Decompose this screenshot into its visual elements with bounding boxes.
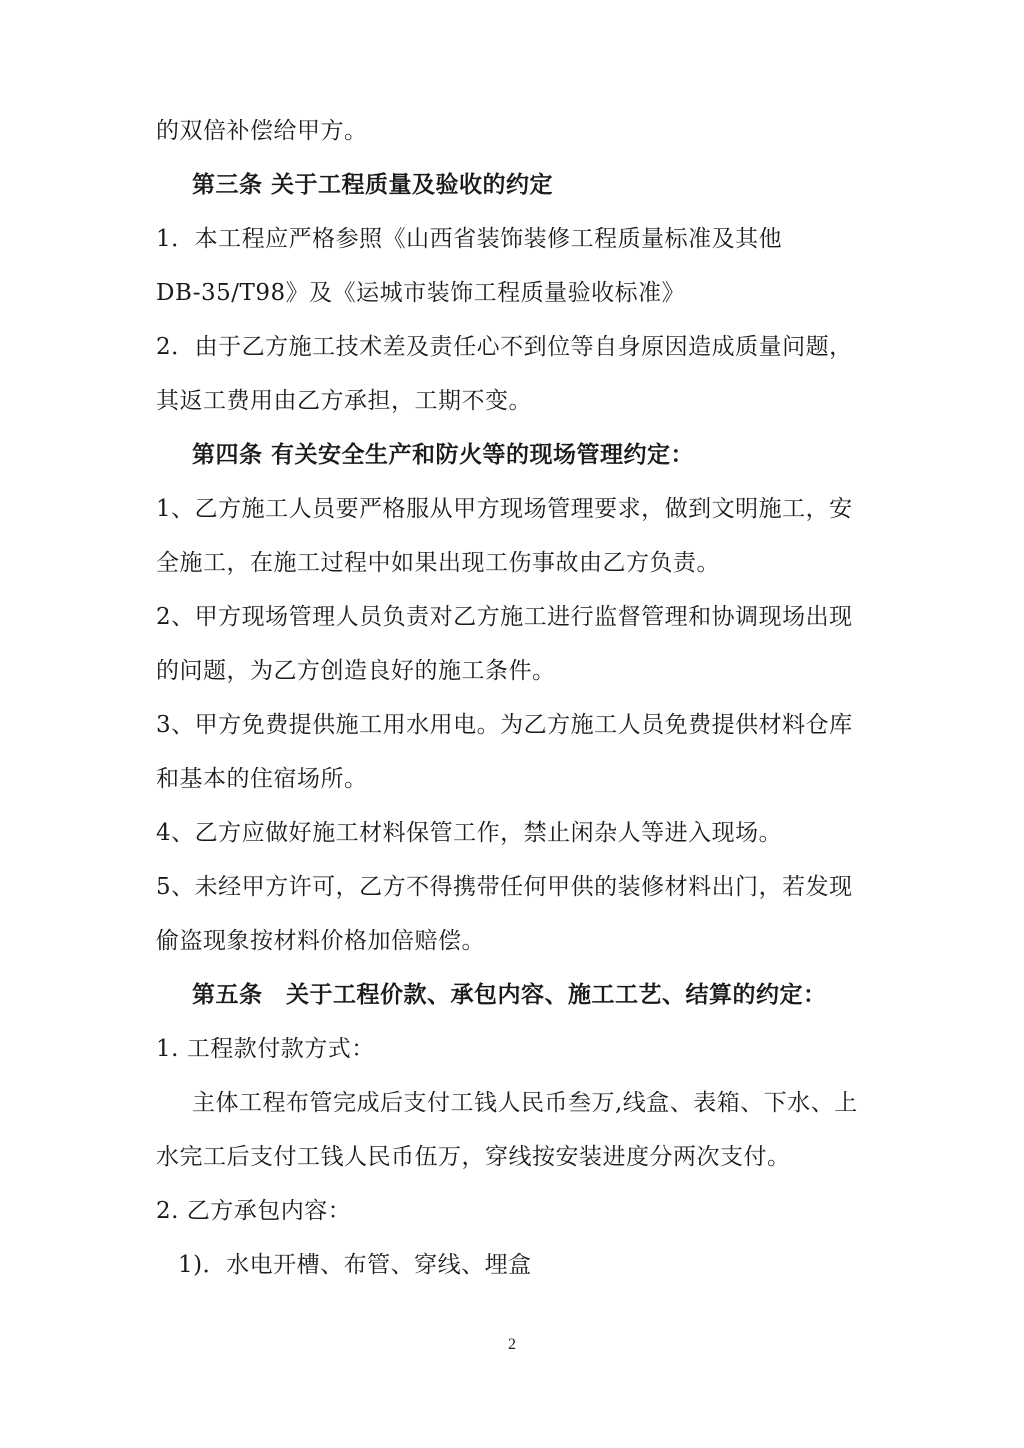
section-heading-3: 第三条 关于工程质量及验收的约定 xyxy=(192,172,554,198)
text-line: 5、未经甲方许可，乙方不得携带任何甲供的装修材料出门，若发现 xyxy=(156,874,853,900)
text-line: 1)．水电开槽、布管、穿线、埋盒 xyxy=(178,1252,532,1278)
text-line: 1. 工程款付款方式： xyxy=(156,1036,375,1062)
text-line: 全施工，在施工过程中如果出现工伤事故由乙方负责。 xyxy=(156,550,720,576)
text-line: 2、甲方现场管理人员负责对乙方施工进行监督管理和协调现场出现 xyxy=(156,604,853,630)
text-line: 2. 乙方承包内容： xyxy=(156,1198,352,1224)
text-line: 4、乙方应做好施工材料保管工作，禁止闲杂人等进入现场。 xyxy=(156,820,783,846)
text-line: 3、甲方免费提供施工用水用电。为乙方施工人员免费提供材料仓库 xyxy=(156,712,853,738)
section-heading-5: 第五条 关于工程价款、承包内容、施工工艺、结算的约定： xyxy=(192,982,827,1008)
text-line: 主体工程布管完成后支付工钱人民币叁万,线盒、表箱、下水、上 xyxy=(192,1090,858,1116)
text-line: 1．本工程应严格参照《山西省装饰装修工程质量标准及其他 xyxy=(156,226,783,252)
text-line: 2．由于乙方施工技术差及责任心不到位等自身原因造成质量问题， xyxy=(156,334,853,360)
text-line: 偷盗现象按材料价格加倍赔偿。 xyxy=(156,928,485,954)
text-line: 和基本的住宿场所。 xyxy=(156,766,368,792)
section-heading-4: 第四条 有关安全生产和防火等的现场管理约定： xyxy=(192,442,695,468)
page-number: 2 xyxy=(508,1336,516,1353)
text-line: 的双倍补偿给甲方。 xyxy=(156,118,368,144)
text-line: 其返工费用由乙方承担，工期不变。 xyxy=(156,388,532,414)
text-line: DB-35/T98》及《运城市装饰工程质量验收标准》 xyxy=(156,280,686,306)
text-line: 水完工后支付工钱人民币伍万，穿线按安装进度分两次支付。 xyxy=(156,1144,791,1170)
text-line: 的问题，为乙方创造良好的施工条件。 xyxy=(156,658,556,684)
text-line: 1、乙方施工人员要严格服从甲方现场管理要求，做到文明施工，安 xyxy=(156,496,853,522)
